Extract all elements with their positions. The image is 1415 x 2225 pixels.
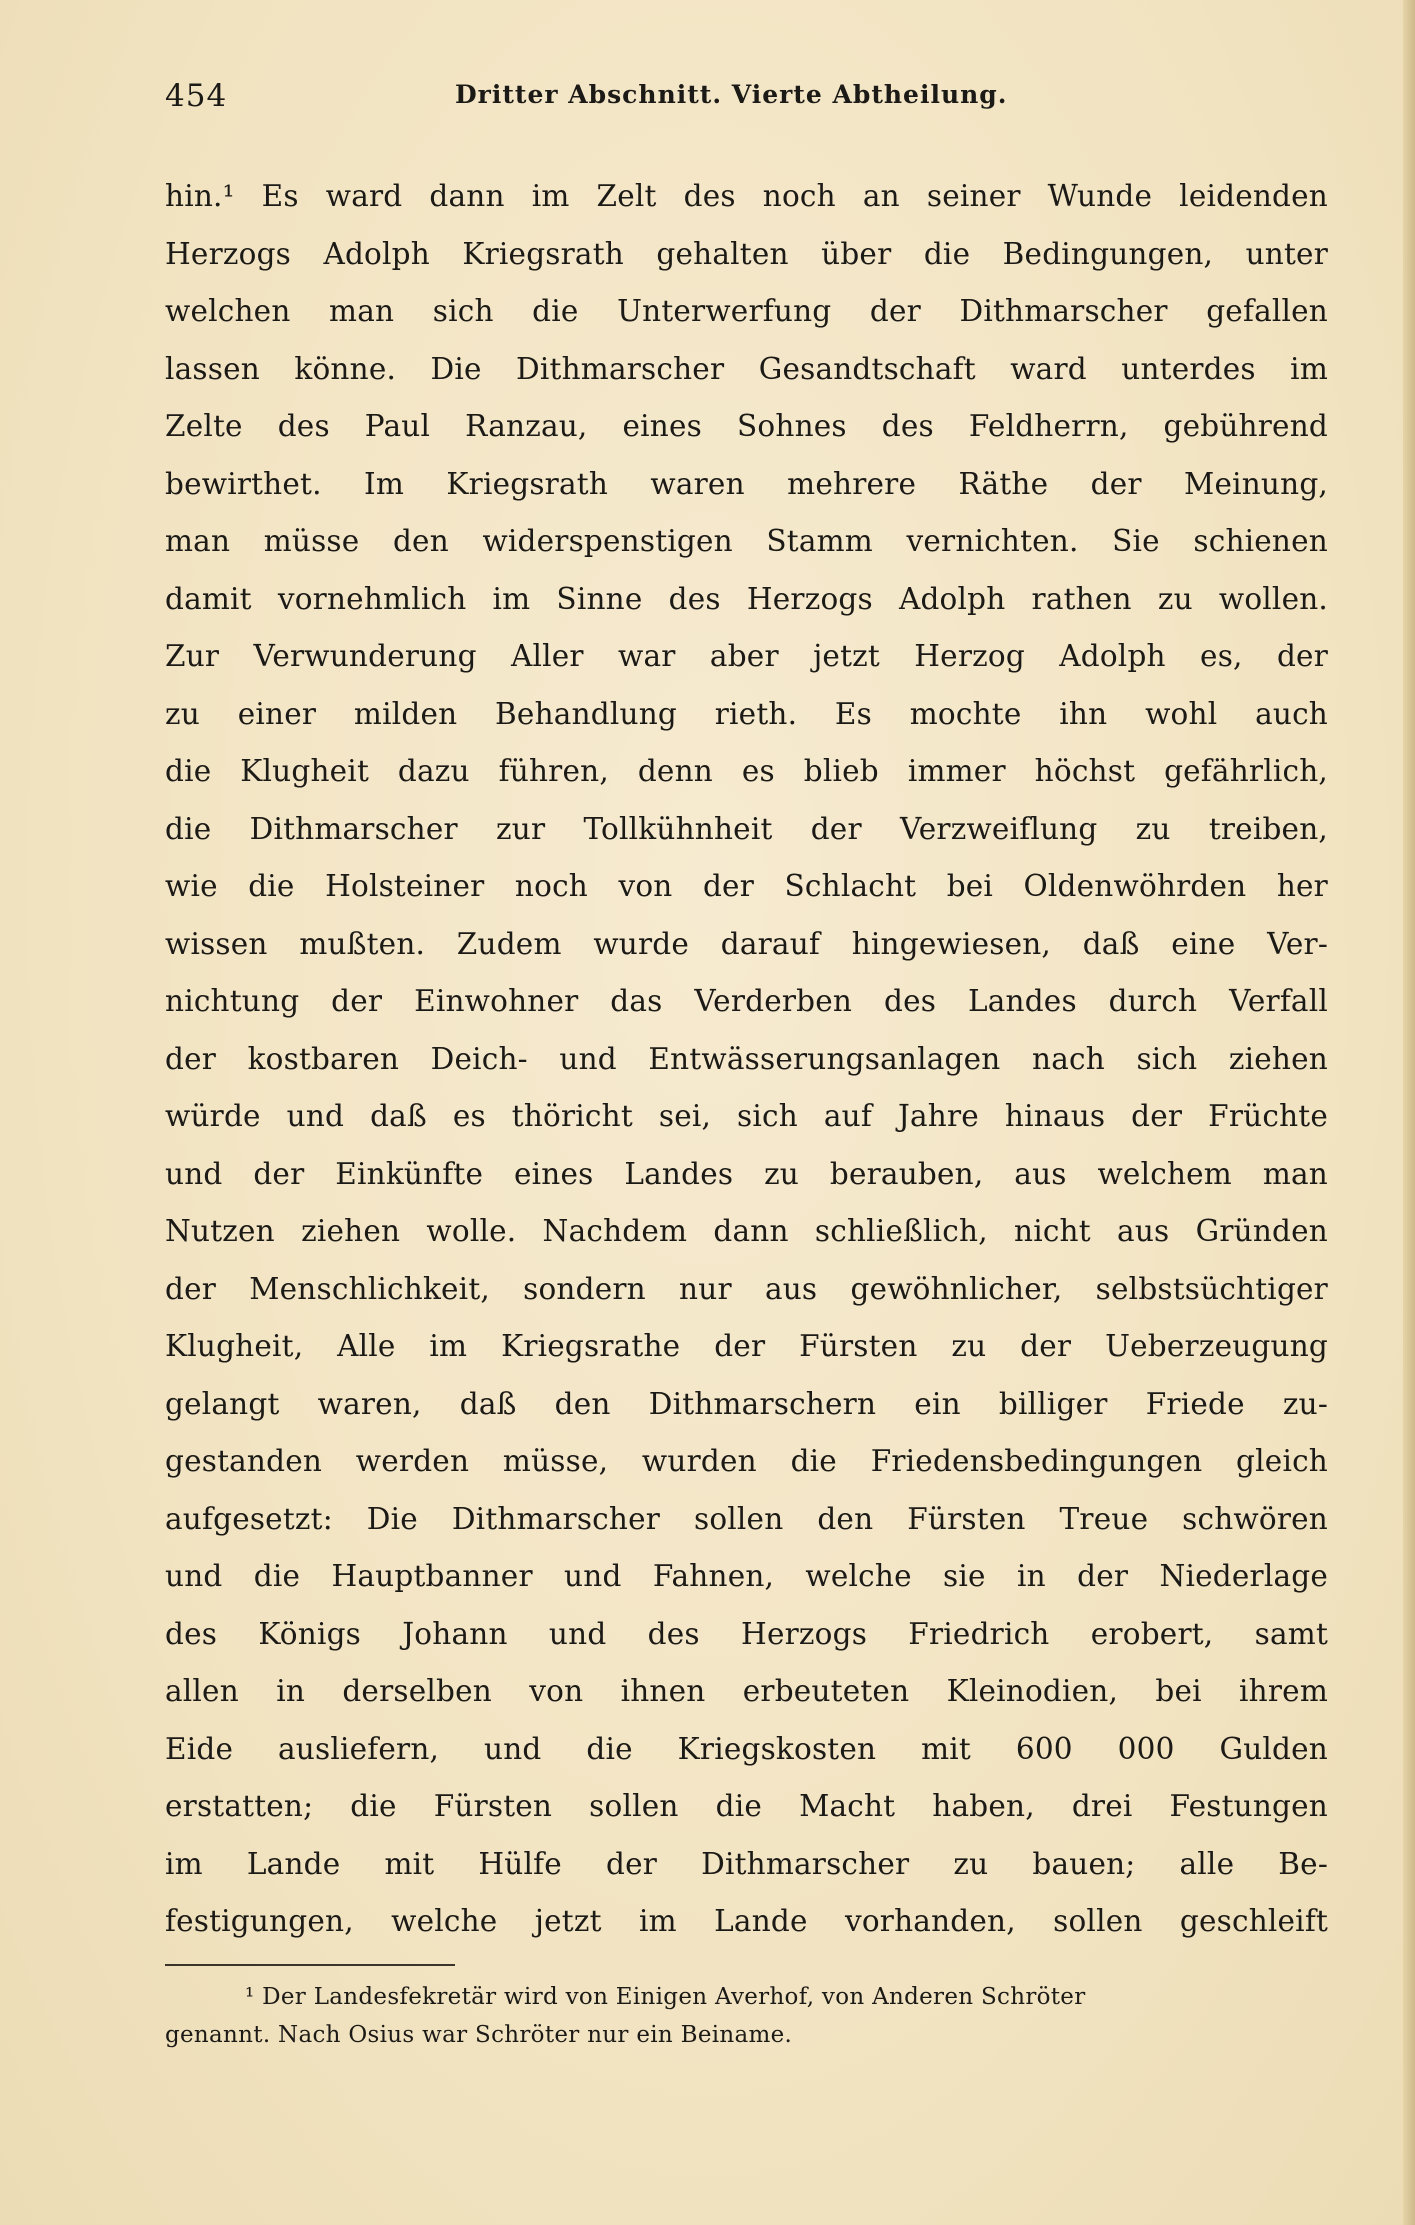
text-line: gestanden werden müsse, wurden die Friedensbedingungen gleich	[165, 1444, 1328, 1478]
page-edge	[1403, 0, 1415, 2225]
text-line: zu einer milden Behandlung rieth. Es mochte ihn wohl auch	[165, 696, 1328, 731]
text-line: und die Hauptbanner und Fahnen, welche sie in der Niederlage	[165, 1559, 1328, 1593]
text-line: der kostbaren Deich- und Entwässerungsanlagen nach sich ziehen	[165, 1041, 1328, 1076]
text-line: welchen man sich die Unterwerfung der Dithmarscher gefallen	[165, 294, 1328, 328]
text-line: wissen mußten. Zudem wurde darauf hingewiesen, daß eine Ver-	[165, 926, 1328, 961]
text-line: gelangt waren, daß den Dithmarschern ein billiger Friede zu-	[165, 1386, 1328, 1421]
page-header	[165, 78, 1165, 128]
text-line: die Dithmarscher zur Tollkühnheit der Verzweiflung zu treiben,	[165, 811, 1328, 846]
text-line: allen in derselben von ihnen erbeuteten Kleinodien, bei ihrem	[165, 1674, 1328, 1708]
text-line: bewirthet. Im Kriegsrath waren mehrere Räthe der Meinung,	[165, 466, 1328, 501]
running-head: Dritter Abschnitt. Vierte Abtheilung.	[455, 80, 1008, 109]
text-line: Klugheit, Alle im Kriegsrathe der Fürsten zu der Ueberzeugung	[165, 1329, 1328, 1363]
footnote-line: genannt. Nach Osius war Schröter nur ein Beiname.	[165, 2022, 793, 2048]
text-line: im Lande mit Hülfe der Dithmarscher zu bauen; alle Be-	[165, 1846, 1328, 1881]
text-line: Zelte des Paul Ranzau, eines Sohnes des Feldherrn, gebührend	[165, 409, 1328, 443]
footnotes	[165, 1978, 1328, 2054]
text-line: damit vornehmlich im Sinne des Herzogs Adolph rathen zu wollen.	[165, 581, 1328, 616]
text-line: Nutzen ziehen wolle. Nachdem dann schließlich, nicht aus Gründen	[165, 1214, 1328, 1248]
text-line: des Königs Johann und des Herzogs Friedrich erobert, samt	[165, 1616, 1328, 1651]
text-line: wie die Holsteiner noch von der Schlacht bei Oldenwöhrden her	[165, 869, 1328, 903]
footnote-line: ¹ Der Landesfekretär wird von Einigen Averhof, von Anderen Schröter	[245, 1984, 1086, 2010]
text-line: würde und daß es thöricht sei, sich auf Jahre hinaus der Früchte	[165, 1099, 1328, 1133]
text-line: Eide ausliefern, und die Kriegskosten mit 600 000 Gulden	[165, 1731, 1328, 1766]
page-number: 454	[165, 78, 228, 114]
text-line: Zur Verwunderung Aller war aber jetzt Herzog Adolph es, der	[165, 639, 1328, 673]
text-line: festigungen, welche jetzt im Lande vorhanden, sollen geschleift	[165, 1904, 1328, 1938]
text-line: aufgesetzt: Die Dithmarscher sollen den Fürsten Treue schwören	[165, 1501, 1328, 1536]
body-text	[165, 168, 1328, 1951]
text-line: lassen könne. Die Dithmarscher Gesandtschaft ward unterdes im	[165, 351, 1328, 386]
text-line: man müsse den widerspenstigen Stamm vernichten. Sie schienen	[165, 524, 1328, 558]
footnote-divider	[165, 1964, 455, 1966]
text-line: die Klugheit dazu führen, denn es blieb immer höchst gefährlich,	[165, 754, 1328, 788]
text-line: und der Einkünfte eines Landes zu berauben, aus welchem man	[165, 1156, 1328, 1191]
text-line: erstatten; die Fürsten sollen die Macht haben, drei Festungen	[165, 1789, 1328, 1823]
text-line: der Menschlichkeit, sondern nur aus gewöhnlicher, selbstsüchtiger	[165, 1271, 1328, 1306]
text-line: hin.¹ Es ward dann im Zelt des noch an seiner Wunde leidenden	[165, 179, 1328, 213]
text-line: Herzogs Adolph Kriegsrath gehalten über die Bedingungen, unter	[165, 236, 1328, 271]
text-line: nichtung der Einwohner das Verderben des Landes durch Verfall	[165, 984, 1328, 1018]
